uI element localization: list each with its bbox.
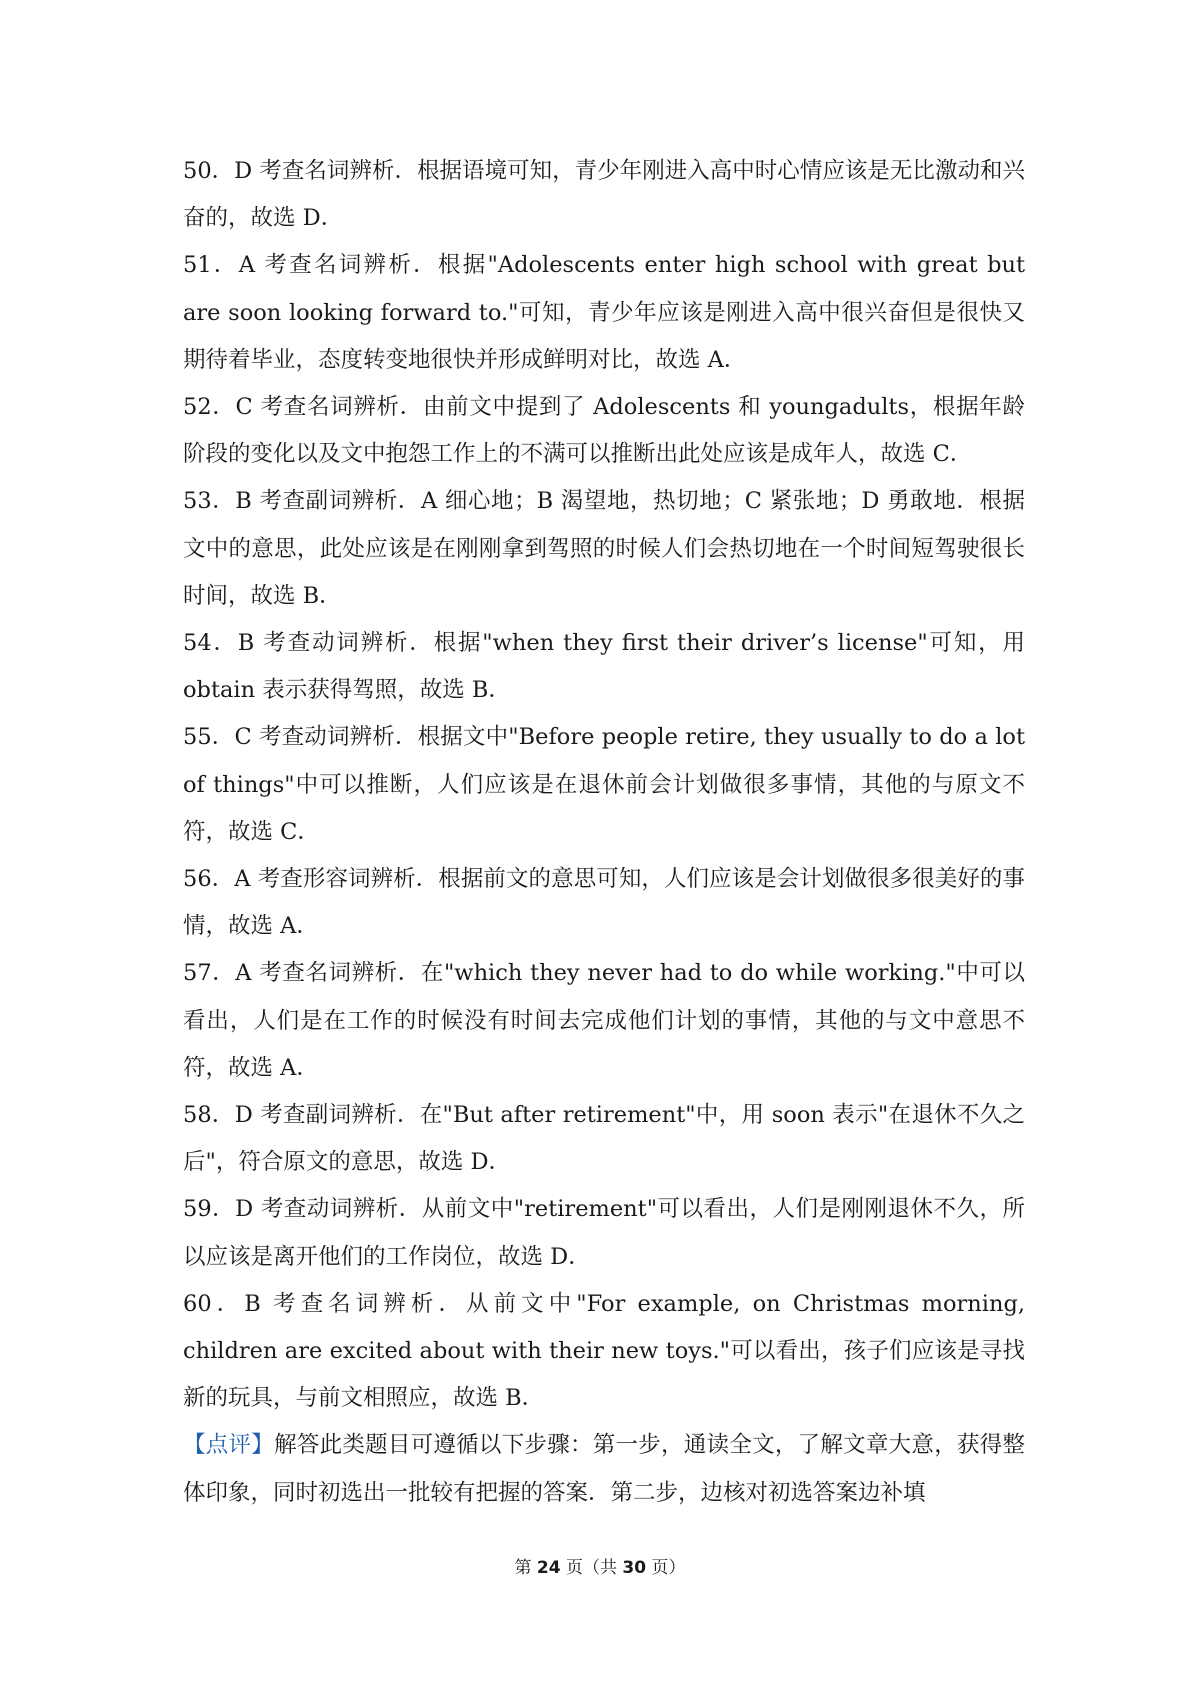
answer-55: 55．C 考查动词辨析．根据文中"Before people retire, they usually to do a lot of things"中可以推断，人们应该是在退休前会计划做很多事情，其他的与原文不符，故选 C． [183,724,1025,845]
footer-prefix: 第 [514,1558,537,1578]
review-text: 解答此类题目可遵循以下步骤：第一步，通读全文，了解文章大意，获得整体印象，同时初选出一批较有把握的答案．第二步，边核对初选答案边补填 [183,1432,1025,1506]
answer-52: 52．C 考查名词辨析．由前文中提到了 Adolescents 和 youngadults，根据年龄阶段的变化以及文中抱怨工作上的不满可以推断出此处应该是成年人，故选 C． [183,394,1025,468]
answer-59: 59．D 考查动词辨析．从前文中"retirement"可以看出，人们是刚刚退休不久，所以应该是离开他们的工作岗位，故选 D． [183,1196,1025,1270]
footer-total-pages: 30 [622,1558,647,1578]
review-paragraph [183,1422,1025,1516]
footer-suffix: 页） [646,1558,686,1578]
answer-58: 58．D 考查副词辨析．在"But after retirement"中，用 soon 表示"在退休不久之后"，符合原文的意思，故选 D． [183,1102,1025,1176]
answer-60: 60．B 考查名词辨析．从前文中"For example, on Christmas morning, children are excited about with their new toys."可以看出，孩子们应该是寻找新的玩具，与前文相照应，故选 B． [183,1290,1025,1412]
answer-54: 54．B 考查动词辨析．根据"when they first their driver’s license"可知，用 obtain 表示获得驾照，故选 B． [183,630,1025,704]
footer-middle: 页（共 [560,1558,623,1578]
document-body [183,148,1025,1517]
page-footer [0,1553,1200,1578]
answer-56: 56．A 考查形容词辨析．根据前文的意思可知，人们应该是会计划做很多很美好的事情，故选 A． [183,866,1025,940]
answer-57: 57．A 考查名词辨析．在"which they never had to do while working."中可以看出，人们是在工作的时候没有时间去完成他们计划的事情，其他的与文中意思不符，故选 A． [183,960,1025,1081]
answer-50: 50．D 考查名词辨析．根据语境可知，青少年刚进入高中时心情应该是无比激动和兴奋的，故选 D． [183,158,1025,232]
review-tag: 【点评】 [183,1432,275,1459]
footer-page-number: 24 [536,1558,561,1578]
answer-53: 53．B 考查副词辨析．A 细心地；B 渴望地，热切地；C 紧张地；D 勇敢地．根据文中的意思，此处应该是在刚刚拿到驾照的时候人们会热切地在一个时间短驾驶很长时间，故选 B． [183,488,1025,609]
answer-51: 51．A 考查名词辨析．根据"Adolescents enter high school with great but are soon looking forward to."可知，青少年应该是刚进入高中很兴奋但是很快又期待着毕业，态度转变地很快并形成鲜明对比，故选 A． [183,252,1025,373]
